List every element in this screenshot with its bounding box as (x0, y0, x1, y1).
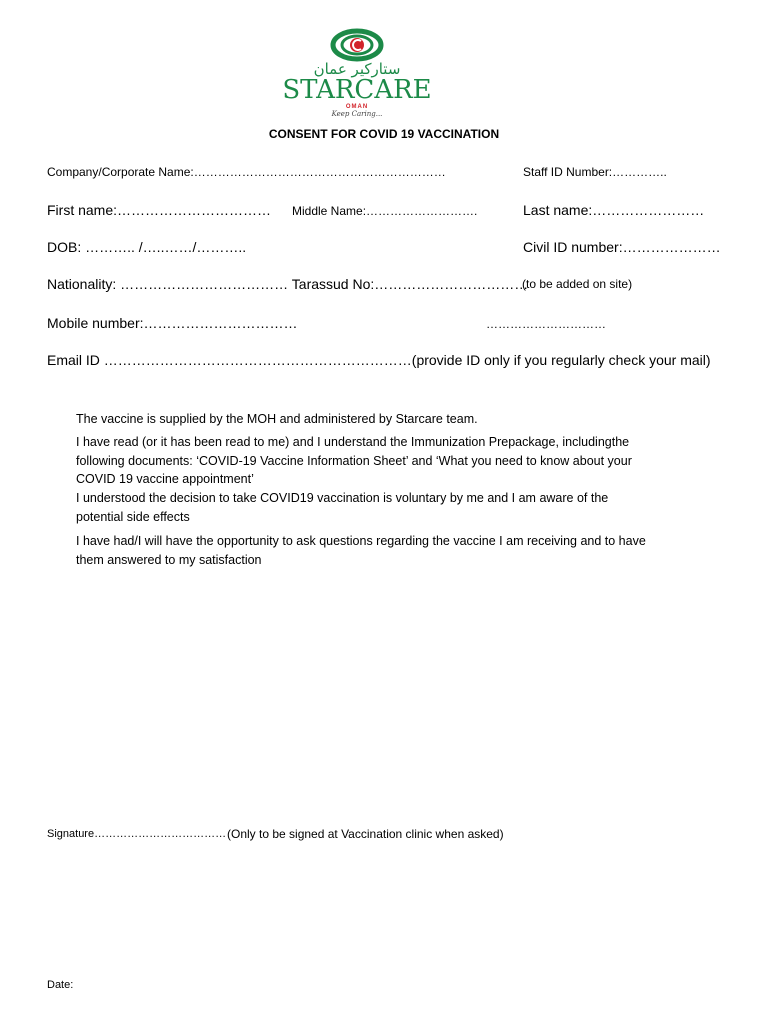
mobile-extra-field[interactable]: ………………………… (486, 317, 606, 331)
last-name-field[interactable]: Last name:…………………… (523, 202, 705, 218)
logo-arabic-text: ستاركير عمان (313, 60, 401, 78)
signature-field[interactable]: Signature……………………………… (47, 828, 227, 840)
company-name-field[interactable]: Company/Corporate Name:……………………………………………………… (47, 165, 446, 179)
first-name-field[interactable]: First name:…………………………… (47, 202, 272, 218)
nationality-tarassud-field[interactable]: Nationality: ……………………………… Tarassud No:…………………………… (47, 276, 529, 292)
date-field[interactable]: Date: (47, 979, 74, 991)
logo-tagline: Keep Caring... (331, 110, 383, 118)
starcare-logo (272, 28, 442, 123)
middle-name-field[interactable]: Middle Name:………………………. (292, 204, 478, 218)
staff-id-field[interactable]: Staff ID Number:………….. (523, 165, 667, 179)
form-title: CONSENT FOR COVID 19 VACCINATION (268, 127, 500, 141)
mobile-number-field[interactable]: Mobile number:…………………………… (47, 315, 298, 331)
signature-note: (Only to be signed at Vaccination clinic when asked) (227, 827, 504, 841)
logo-english-text: STARCARE (282, 75, 432, 105)
statement-2: I have read (or it has been read to me) and I understand the Immunization Prepackage, includingthe following documents: ‘COVID-19 Vaccine Information Sheet’ and ‘What you need to know about your COVID 19 vaccine appointment’ (76, 435, 632, 486)
dob-field[interactable]: DOB: ……….. /…..……/……….. (47, 239, 247, 255)
email-field[interactable]: Email ID …………………………………………………………(provide ID only if you regularly check your mail) (47, 352, 711, 368)
statement-3: I understood the decision to take COVID19 vaccination is voluntary by me and I am aware of the potential side effects (76, 491, 609, 524)
tarassud-note: (to be added on site) (522, 277, 633, 291)
statement-1: The vaccine is supplied by the MOH and administered by Starcare team. (76, 412, 478, 426)
logo-oman-text: OMAN (345, 104, 369, 110)
civil-id-field[interactable]: Civil ID number:………………… (523, 239, 721, 255)
starcare-emblem-icon (272, 28, 442, 62)
statement-4: I have had/I will have the opportunity to ask questions regarding the vaccine I am receiving and to have them answered to my satisfaction (76, 534, 646, 567)
